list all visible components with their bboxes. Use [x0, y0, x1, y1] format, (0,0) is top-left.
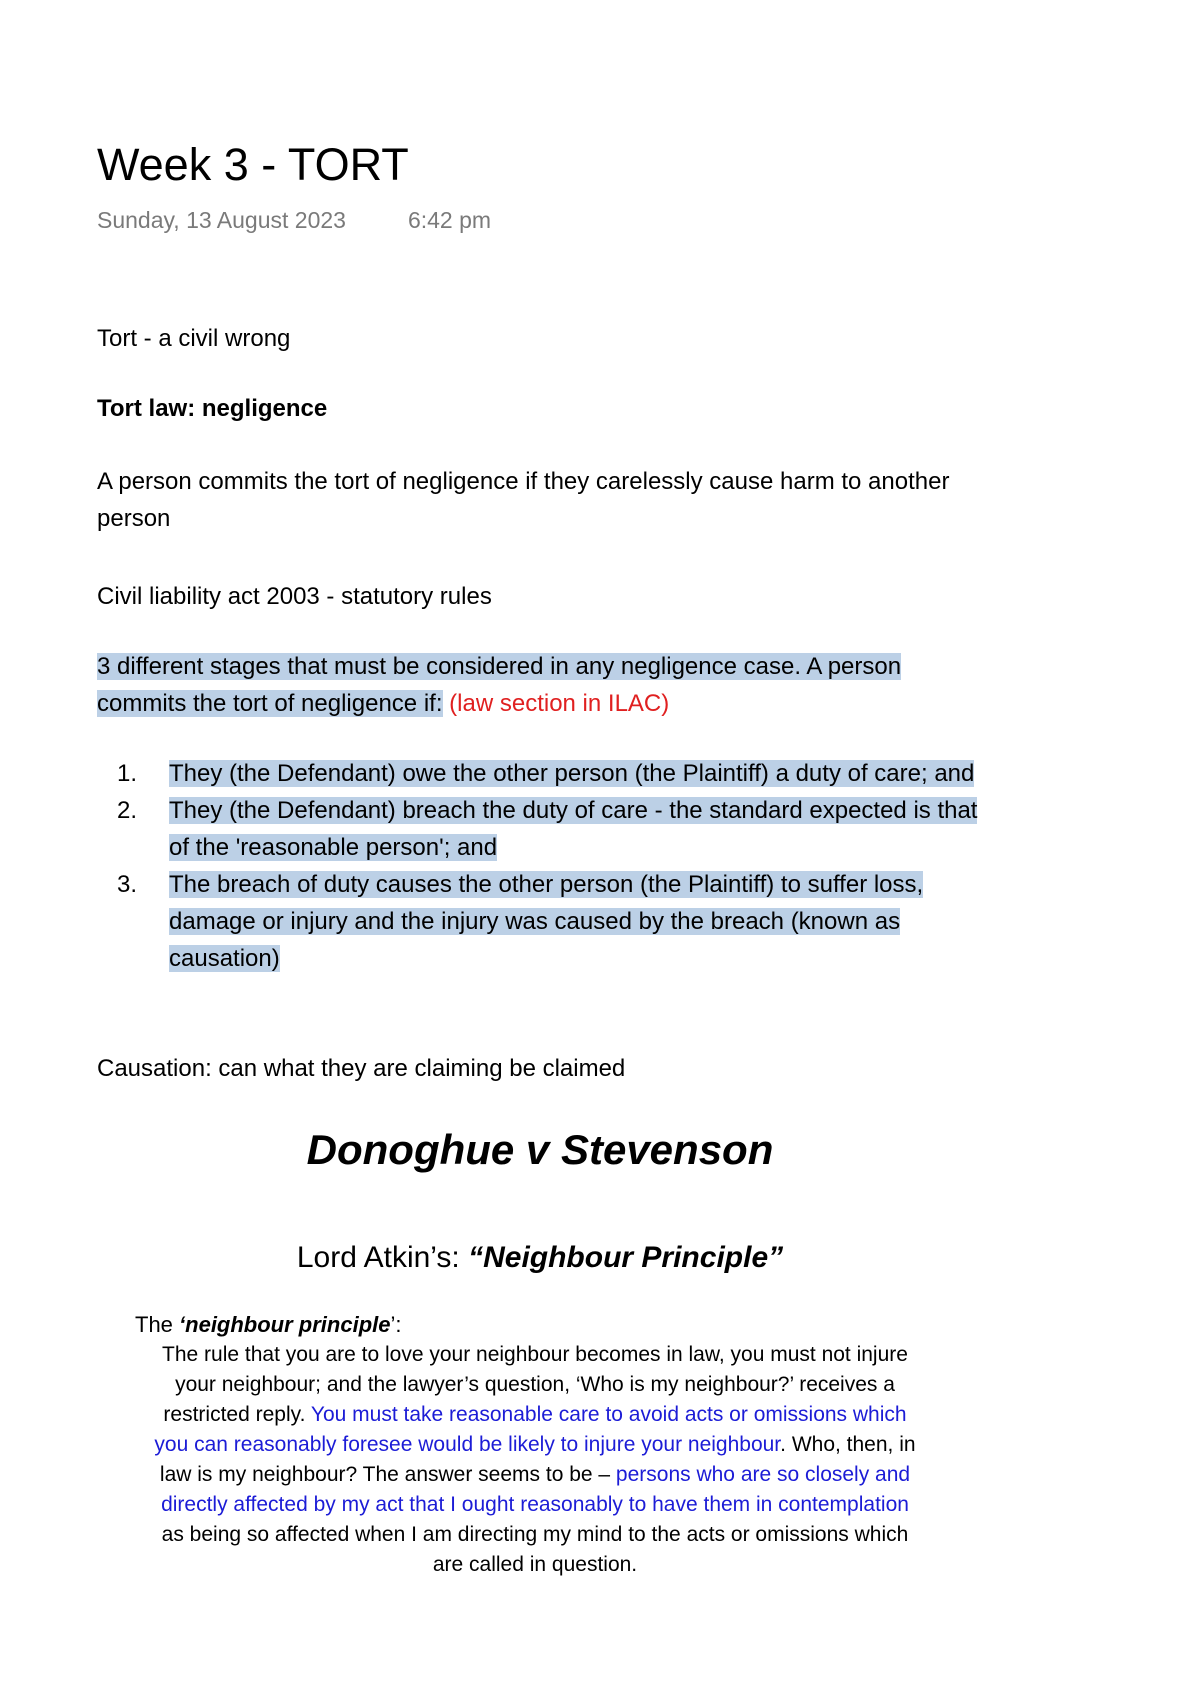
- note-timestamp: [97, 205, 491, 235]
- list-item-text: They (the Defendant) breach the duty of care - the standard expected is that of the 'reasonable person'; and: [169, 797, 978, 861]
- case-title: Donoghue v Stevenson: [306, 1126, 774, 1173]
- note-date: Sunday, 13 August 2023: [97, 207, 346, 233]
- quote-part-4-emphasis: persons who are so closely and directly affected by my act that I ought reasonably to have them in contemplation: [161, 1463, 911, 1516]
- quote-label-prefix: The: [135, 1312, 180, 1337]
- paragraph-negligence-definition: A person commits the tort of negligence if they carelessly cause harm to another person: [97, 468, 950, 532]
- quote-label: [135, 1310, 401, 1340]
- negligence-stages-list: [97, 755, 997, 977]
- list-number: 2.: [117, 797, 138, 824]
- heading-tort-law-negligence: Tort law: negligence: [97, 395, 328, 422]
- list-item: [97, 792, 997, 866]
- principle-heading-bold: “Neighbour Principle”: [468, 1241, 784, 1274]
- list-item: [97, 755, 997, 792]
- paragraph-civil-liability-act: Civil liability act 2003 - statutory rules: [97, 583, 492, 610]
- quote-part-5: as being so affected when I am directing my mind to the acts or omissions which are called in question.: [161, 1523, 909, 1576]
- list-item-text: They (the Defendant) owe the other person (the Plaintiff) a duty of care; and: [169, 760, 975, 787]
- highlighted-text: 3 different stages that must be considered in any negligence case. A person commits the tort of negligence if:: [97, 653, 902, 717]
- paragraph-causation: Causation: can what they are claiming be claimed: [97, 1055, 626, 1082]
- quote-label-suffix: ’:: [390, 1312, 402, 1337]
- principle-heading: [120, 1238, 960, 1278]
- neighbour-principle-quote: [150, 1340, 920, 1580]
- quote-label-bold: ‘neighbour principle: [179, 1312, 391, 1337]
- ilac-note: (law section in ILAC): [442, 690, 670, 717]
- list-number: 3.: [117, 871, 138, 898]
- list-item: [97, 866, 997, 977]
- quote-part-1: The rule that you are to love your neighbour becomes in law, you must not injure your neighbour; and the lawyer’s question, ‘Who is my neighbour?’ receives a restricted reply.: [162, 1343, 908, 1426]
- quote-part-3: . Who, then, in law is my neighbour? The answer seems to be –: [159, 1433, 916, 1486]
- paragraph-tort-definition: Tort - a civil wrong: [97, 325, 291, 352]
- principle-heading-prefix: Lord Atkin’s:: [296, 1241, 469, 1274]
- note-time: 6:42 pm: [407, 207, 492, 233]
- list-number: 1.: [117, 760, 138, 787]
- list-item-text: The breach of duty causes the other person (the Plaintiff) to suffer loss, damage or injury and the injury was caused by the breach (known as causation): [169, 871, 924, 972]
- page-title: Week 3 - TORT: [97, 139, 409, 190]
- embedded-slide-image: [120, 1120, 960, 1600]
- quote-part-2-emphasis: You must take reasonable care to avoid acts or omissions which you can reasonably foresee would be likely to injure your neighbour: [154, 1403, 907, 1456]
- paragraph-three-stages: [97, 648, 997, 722]
